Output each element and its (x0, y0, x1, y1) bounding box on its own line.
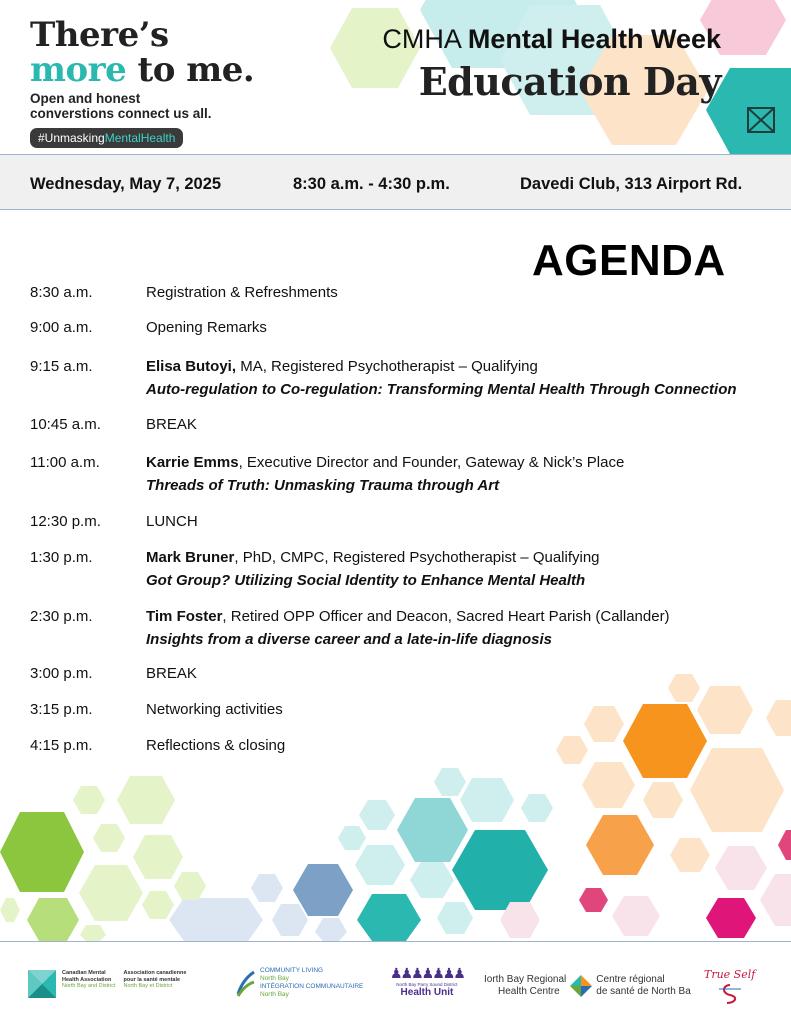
cmha-fr-1: Association canadienne (123, 970, 187, 976)
agenda-time: 3:15 p.m. (30, 701, 93, 718)
health-unit-logo (390, 966, 464, 998)
cmha-en-2: Health Association (62, 976, 112, 983)
envelope-icon (747, 107, 775, 133)
nb-french (596, 974, 691, 998)
speaker-detail: , PhD, CMPC, Registered Psychotherapist – Qualifying (234, 549, 600, 566)
session-topic: Threads of Truth: Unmasking Trauma through Art (146, 477, 500, 494)
hashtag-badge (30, 128, 183, 148)
event-date: Wednesday, May 7, 2025 (30, 175, 222, 193)
brand-rest: to me. (126, 50, 255, 90)
hu-name: Health Unit (400, 987, 454, 998)
cmha-en-3: North Bay and District (62, 983, 116, 989)
event-title-block (382, 24, 721, 104)
tagline-line-2: converstions connect us all. (30, 106, 212, 121)
agenda-text: BREAK (146, 416, 197, 433)
cmha-logo (28, 970, 194, 998)
tagline-line-1: Open and honest (30, 91, 141, 106)
cl-line-4: North Bay (260, 991, 289, 998)
true-self-logo (704, 968, 755, 1010)
cmha-fr-2: pour la santé mentale (123, 976, 181, 983)
hu-district: North Bay Parry Sound District (396, 982, 458, 987)
ts-title: True Self (704, 968, 756, 981)
hashtag-highlight: MentalHealth (104, 131, 176, 145)
cl-line-2: North Bay (260, 975, 289, 982)
agenda-session (146, 549, 600, 589)
agenda-session (146, 608, 670, 648)
speaker-name: Mark Bruner (146, 549, 235, 566)
agenda-session (146, 358, 737, 398)
event-subtitle (382, 24, 721, 55)
event-sub-prefix: CMHA (382, 24, 468, 54)
event-venue: Davedi Club, 313 Airport Rd. (520, 175, 743, 193)
agenda-time: 10:45 a.m. (30, 416, 101, 433)
brand-line-2 (30, 52, 254, 88)
nb-fr-2: de santé de North Ba (596, 986, 691, 997)
nb-en-2: Health Centre (498, 986, 560, 997)
nb-fr-1: Centre régional (596, 974, 665, 985)
agenda-time: 1:30 p.m. (30, 549, 93, 566)
cmha-mark-icon (28, 970, 56, 998)
agenda-text: Networking activities (146, 701, 283, 718)
event-time: 8:30 a.m. - 4:30 p.m. (293, 175, 450, 193)
community-living-logo (236, 967, 363, 999)
cmha-en-1: Canadian Mental (62, 970, 106, 976)
community-living-text (260, 967, 363, 999)
nb-en-1: Iorth Bay Regional (484, 974, 567, 985)
session-topic: Auto-regulation to Co-regulation: Transforming Mental Health Through Connection (146, 381, 737, 398)
ribbon-icon (715, 983, 745, 1005)
agenda-text: Registration & Refreshments (146, 284, 338, 301)
cmha-fr-3: North Bay et District (123, 983, 173, 989)
agenda-session (146, 454, 624, 494)
nbrhc-diamond-icon (570, 975, 592, 997)
speaker-detail: MA, Registered Psychotherapist – Qualifying (236, 358, 538, 375)
agenda-text: Reflections & closing (146, 737, 286, 754)
brand-tagline (30, 91, 254, 121)
agenda-time: 3:00 p.m. (30, 665, 93, 682)
north-bay-regional-logo (484, 974, 691, 998)
speaker-name: Karrie Emms (146, 454, 239, 471)
agenda-time: 8:30 a.m. (30, 284, 93, 301)
session-topic: Insights from a diverse career and a late-in-life diagnosis (146, 631, 552, 648)
hexagon-decoration (0, 670, 791, 941)
sponsor-footer (0, 941, 791, 1024)
agenda-title: AGENDA (532, 236, 726, 285)
agenda-time: 4:15 p.m. (30, 737, 93, 754)
campaign-brand (30, 15, 255, 148)
cmha-french (124, 970, 187, 990)
agenda-time: 9:15 a.m. (30, 358, 93, 375)
community-living-mark-icon (236, 968, 256, 998)
agenda-text: Opening Remarks (146, 319, 267, 336)
people-icon: ♟♟♟♟♟♟♟ (390, 965, 464, 981)
event-info-bar (0, 154, 791, 210)
brand-line-1: There’s (30, 15, 169, 55)
hashtag-prefix: #Unmasking (38, 131, 105, 145)
header (0, 0, 791, 154)
agenda-time: 12:30 p.m. (30, 513, 101, 530)
agenda-time: 9:00 a.m. (30, 319, 93, 336)
speaker-name: Elisa Butoyi, (146, 358, 237, 375)
cl-line-1: COMMUNITY LIVING (260, 967, 324, 974)
agenda-text: LUNCH (146, 513, 198, 530)
nb-english (484, 974, 566, 998)
session-topic: Got Group? Utilizing Social Identity to Enhance Mental Health (146, 572, 586, 589)
cmha-english (62, 970, 116, 990)
agenda-time: 2:30 p.m. (30, 608, 93, 625)
speaker-detail: , Executive Director and Founder, Gateway & Nick’s Place (238, 454, 625, 471)
event-sub-strong: Mental Health Week (467, 24, 721, 54)
brand-accent: more (30, 50, 127, 90)
cl-line-3: INTÉGRATION COMMUNAUTAIRE (260, 983, 364, 990)
speaker-detail: , Retired OPP Officer and Deacon, Sacred Heart Parish (Callander) (222, 608, 670, 625)
agenda-text: BREAK (146, 665, 197, 682)
event-title: Education Day (418, 59, 721, 104)
agenda-time: 11:00 a.m. (30, 454, 100, 471)
speaker-name: Tim Foster (146, 608, 223, 625)
